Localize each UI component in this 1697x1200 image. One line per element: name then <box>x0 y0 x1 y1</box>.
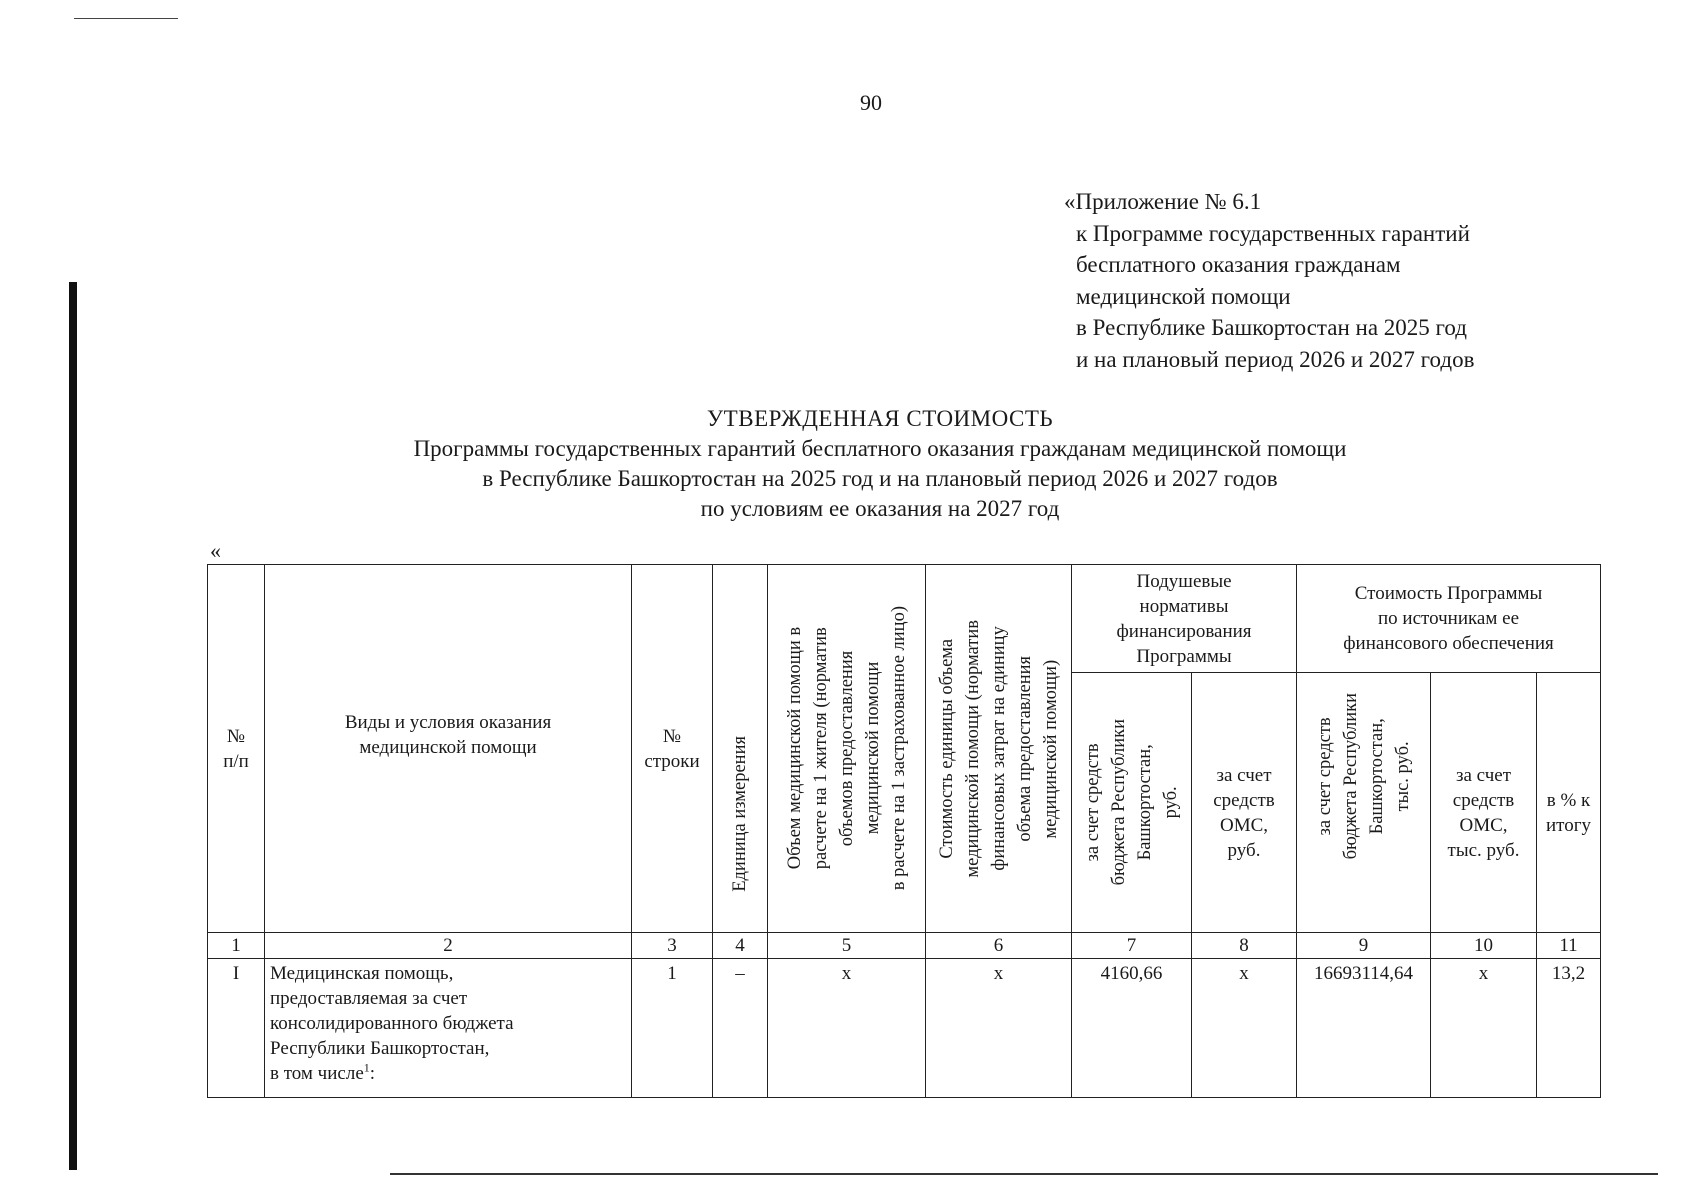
header-cost-percent-text: в % к итогу <box>1546 789 1592 836</box>
column-number: 8 <box>1192 933 1297 959</box>
column-number: 9 <box>1297 933 1431 959</box>
header-per-capita-oms <box>1192 673 1297 933</box>
header-row-no <box>632 565 713 933</box>
column-number: 5 <box>768 933 926 959</box>
page-number: 90 <box>860 90 882 115</box>
cell-num: I <box>208 959 265 1098</box>
annex-line-5: в Республике Башкортостан на 2025 год <box>1076 315 1467 340</box>
header-cost-group-text: Стоимость Программы по источникам ее финансового обеспечения <box>1343 583 1554 654</box>
header-per-capita-budget-text: за счет средств бюджета Республики Башкортостан, руб. <box>1082 719 1181 886</box>
cell-name-text: Медицинская помощь, предоставляемая за счет консолидированного бюджета Республики Башкортостан, в том числе <box>270 963 514 1084</box>
cell-cost-budget: 16693114,64 <box>1297 959 1431 1098</box>
header-volume <box>768 565 926 933</box>
footnote-marker: 1 <box>363 1060 370 1075</box>
header-num <box>208 565 265 933</box>
header-cost-oms-text: за счет средств ОМС, тыс. руб. <box>1447 764 1520 861</box>
header-cost-budget-text: за счет средств бюджета Республики Башкортостан, тыс. руб. <box>1314 693 1413 860</box>
header-cost-unit-text: Стоимость единицы объема медицинской помощи (норматив финансовых затрат на единицу объема предоставления медицинской помощи) <box>936 619 1061 878</box>
header-per-capita-oms-text: за счет средств ОМС, руб. <box>1213 764 1275 861</box>
cell-cost-percent: 13,2 <box>1537 959 1601 1098</box>
header-row-no-text: № строки <box>644 725 700 772</box>
header-cost-group <box>1297 565 1601 673</box>
header-types-text: Виды и условия оказания медицинской помощи <box>344 711 552 758</box>
annex-line-2: к Программе государственных гарантий <box>1076 220 1470 246</box>
heading-line-4: по условиям ее оказания на 2027 год <box>700 496 1060 521</box>
bottom-rule <box>390 1173 1658 1175</box>
cell-cost-oms: х <box>1431 959 1537 1098</box>
heading-title: УТВЕРЖДЕННАЯ СТОИМОСТЬ <box>706 406 1054 431</box>
header-cost-oms <box>1431 673 1537 933</box>
column-number: 10 <box>1431 933 1537 959</box>
header-per-capita-group-text: Подушевые нормативы финансирования Программы <box>1116 570 1252 667</box>
cost-table <box>207 564 1601 1098</box>
cell-name <box>265 959 632 1098</box>
header-num-text: № п/п <box>223 725 249 772</box>
annex-line-3: бесплатного оказания гражданам <box>1076 252 1401 277</box>
heading-line-2: Программы государственных гарантий бесплатного оказания гражданам медицинской помощи <box>413 436 1347 461</box>
column-number: 1 <box>208 933 265 959</box>
header-unit <box>713 565 768 933</box>
cell-per-capita-budget: 4160,66 <box>1072 959 1192 1098</box>
annex-line-4: медицинской помощи <box>1076 283 1291 309</box>
header-cost-percent <box>1537 673 1601 933</box>
cell-row-no: 1 <box>632 959 713 1098</box>
opening-quote: « <box>210 538 221 563</box>
annex-block <box>1064 186 1474 375</box>
column-number: 7 <box>1072 933 1192 959</box>
header-per-capita-budget <box>1072 673 1192 933</box>
column-number: 2 <box>265 933 632 959</box>
cell-cost-unit: х <box>926 959 1072 1098</box>
column-number-row <box>208 933 1601 959</box>
column-number: 4 <box>713 933 768 959</box>
header-per-capita-group <box>1072 565 1297 673</box>
cell-per-capita-oms: х <box>1192 959 1297 1098</box>
header-cost-budget <box>1297 673 1431 933</box>
document-heading <box>200 404 1560 524</box>
column-number: 6 <box>926 933 1072 959</box>
top-corner-rule <box>74 18 178 19</box>
header-unit-text: Единица измерения <box>730 736 750 892</box>
cell-name-suffix: : <box>369 1063 376 1084</box>
table-row <box>208 959 1601 1098</box>
scan-edge-bar <box>69 282 77 1170</box>
column-number: 11 <box>1537 933 1601 959</box>
header-types <box>265 565 632 933</box>
annex-line-1: «Приложение № 6.1 <box>1064 189 1262 214</box>
column-number: 3 <box>632 933 713 959</box>
cell-unit: – <box>713 959 768 1098</box>
annex-line-6: и на плановый период 2026 и 2027 годов <box>1076 346 1475 372</box>
header-cost-unit <box>926 565 1072 933</box>
header-volume-text: Объем медицинской помощи в расчете на 1 жителя (норматив объемов предоставления медицинской помощи в расчете на 1 застрахованное лицо) <box>784 606 909 891</box>
cell-volume: х <box>768 959 926 1098</box>
heading-line-3: в Республике Башкортостан на 2025 год и на плановый период 2026 и 2027 годов <box>482 466 1278 491</box>
